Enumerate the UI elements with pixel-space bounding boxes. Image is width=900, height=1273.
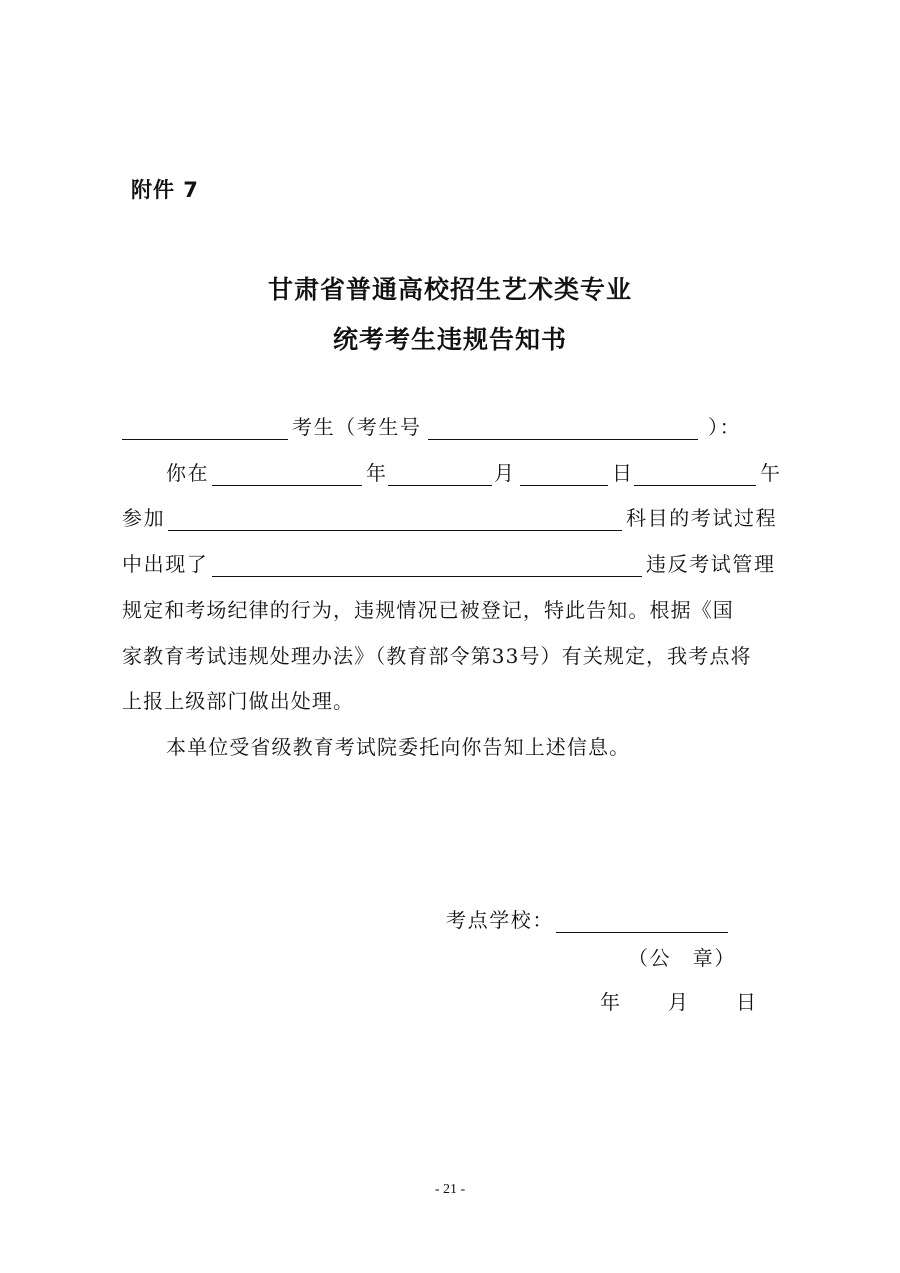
body-line-3: 上报上级部门做出处理。: [122, 689, 355, 713]
school-label: 考点学校：: [446, 908, 554, 932]
violation-suffix: 违反考试管理: [646, 552, 776, 576]
candidate-row: [122, 410, 780, 444]
document-title-line-1: 甘肃省普通高校招生艺术类专业: [267, 275, 632, 304]
candidate-number-blank[interactable]: [428, 410, 698, 440]
candidate-close: ）：: [708, 415, 742, 439]
day-label: 日: [612, 461, 634, 485]
subject-suffix: 科目的考试过程: [626, 506, 778, 530]
appeared-label: 中出现了: [122, 552, 209, 576]
document-title-line-2: 统考考生违规告知书: [332, 325, 567, 354]
violation-blank[interactable]: [212, 547, 642, 577]
day-blank[interactable]: [520, 456, 608, 486]
sign-day: 日: [736, 990, 758, 1014]
date-prefix: 你在: [166, 461, 210, 485]
body-line-2: 家教育考试违规处理办法》（教育部令第33号）有关规定，我考点将: [122, 644, 752, 668]
time-of-day-blank[interactable]: [634, 456, 756, 486]
body-line-4: 本单位受省级教育考试院委托向你告知上述信息。: [166, 735, 631, 759]
month-label: 月: [494, 461, 516, 485]
sign-year: 年: [600, 990, 622, 1014]
name-blank[interactable]: [122, 410, 288, 440]
page-number: - 21 -: [434, 1182, 466, 1197]
year-label: 年: [366, 461, 388, 485]
participate-label: 参加: [122, 506, 166, 530]
attachment-label: 附件 7: [131, 178, 199, 202]
subject-blank[interactable]: [168, 501, 622, 531]
date-row: [122, 456, 780, 490]
sign-month: 月: [668, 990, 690, 1014]
month-blank[interactable]: [388, 456, 492, 486]
violation-row: [122, 547, 780, 581]
school-blank[interactable]: [556, 903, 728, 933]
subject-row: [122, 501, 780, 535]
seal-label: （公 章）: [628, 946, 736, 970]
year-blank[interactable]: [212, 456, 362, 486]
noon-label: 午: [760, 461, 782, 485]
candidate-label: 考生（考生号: [292, 415, 422, 439]
body-line-1: 规定和考场纪律的行为，违规情况已被登记，特此告知。根据《国: [122, 598, 734, 622]
